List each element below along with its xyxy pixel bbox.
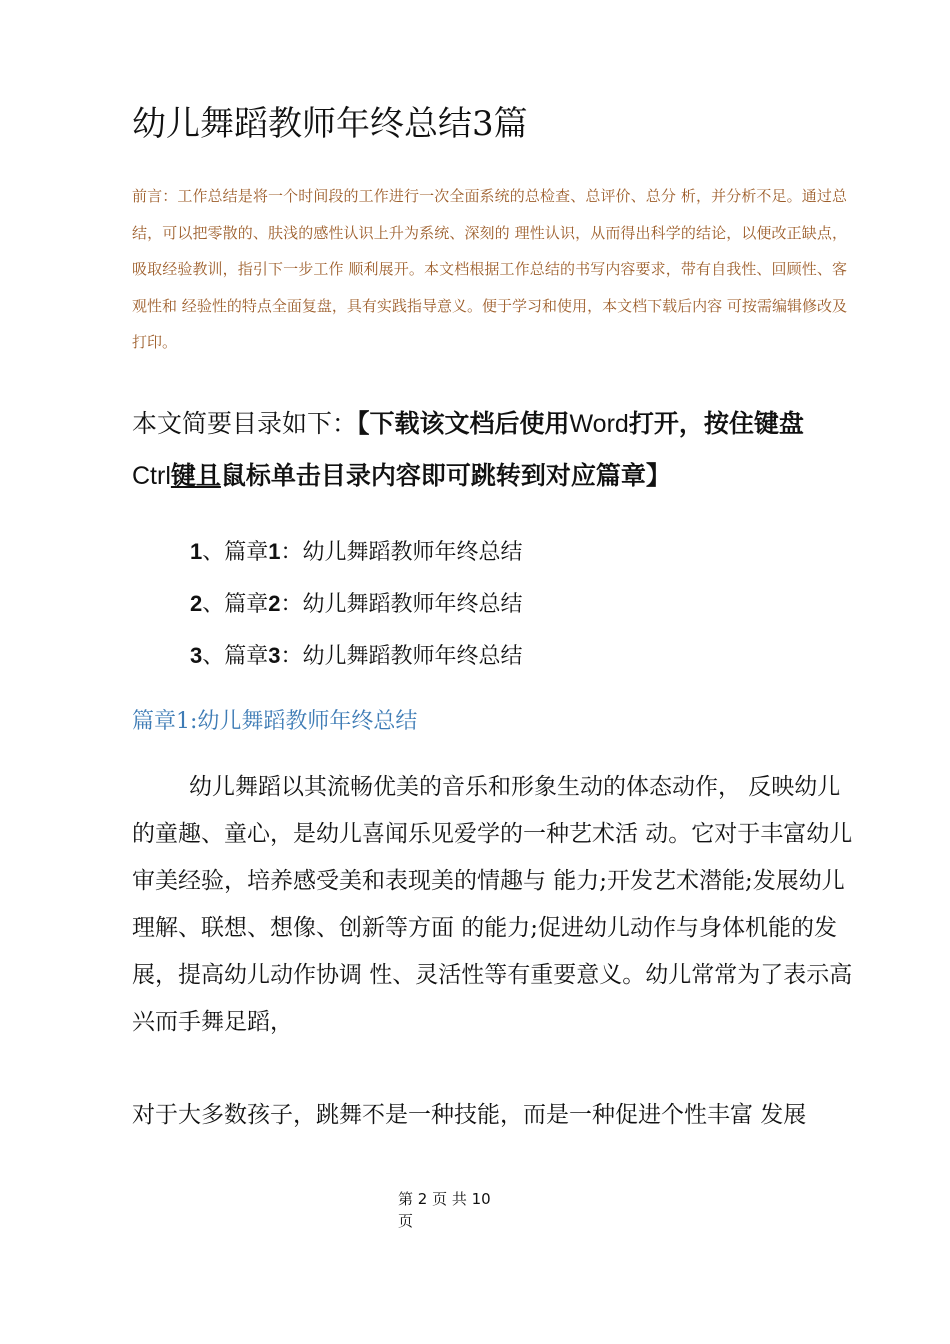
toc-intro-instruction-3: 鼠标单击目录内容即可跳转到对应篇章】 — [220, 461, 671, 490]
section-heading: 篇章1:幼儿舞蹈教师年终总结 — [132, 709, 418, 734]
body-paragraph-1: 幼儿舞蹈以其流畅优美的音乐和形象生动的体态动作， 反映幼儿的童趣、童心，是幼儿喜闻乐见爱学的一种艺术活 动。它对于丰富幼儿审美经验，培养感受美和表现美的情趣与 能力;开发艺术潜能;发展幼儿理解、联想、想像、创新等方面 的能力;促进幼儿动作与身体机能的发展，提高幼儿动作协调 性、灵活性等有重要意义。幼儿常常为了表示高兴而手舞足蹈， — [132, 774, 853, 1035]
table-of-contents — [190, 526, 790, 682]
toc-item-3[interactable]: 3、篇章3：幼儿舞蹈教师年终总结 — [190, 643, 523, 669]
toc-intro-ctrl: Ctrl — [132, 462, 171, 490]
toc-intro-lead: 本文简要目录如下： — [132, 409, 358, 438]
toc-intro-underlined: 键且 — [170, 461, 221, 490]
page-number-line-1: 第 2 页 共 10 — [398, 1190, 491, 1208]
toc-intro-word: Word — [569, 410, 629, 438]
toc-intro-instruction-2: 打开，按住键盘 — [628, 409, 804, 438]
toc-intro — [132, 398, 852, 502]
page-number-line-2: 页 — [398, 1212, 414, 1230]
preface-paragraph: 前言：工作总结是将一个时间段的工作进行一次全面系统的总检查、总评价、总分 析，并分析不足。通过总结，可以把零散的、肤浅的感性认识上升为系统、深刻的 理性认识，从而得出科学的结论，以便改正缺点，吸取经验教训，指引下一步工作 顺利展开。本文档根据工作总结的书写内容要求，带有自我性、回顾性、客观性和 经验性的特点全面复盘，具有实践指导意义。便于学习和使用，本文档下载后内容 可按需编辑修改及打印。 — [132, 187, 847, 351]
toc-intro-instruction-1: 【下载该文档后使用 — [357, 409, 570, 438]
toc-item-2[interactable]: 2、篇章2：幼儿舞蹈教师年终总结 — [190, 591, 523, 617]
document-title: 幼儿舞蹈教师年终总结3篇 — [132, 104, 528, 144]
toc-item-1[interactable]: 1、篇章1：幼儿舞蹈教师年终总结 — [190, 539, 523, 565]
page-footer — [398, 1188, 538, 1232]
body-paragraph-2: 对于大多数孩子，跳舞不是一种技能，而是一种促进个性丰富 发展 — [132, 1102, 807, 1128]
